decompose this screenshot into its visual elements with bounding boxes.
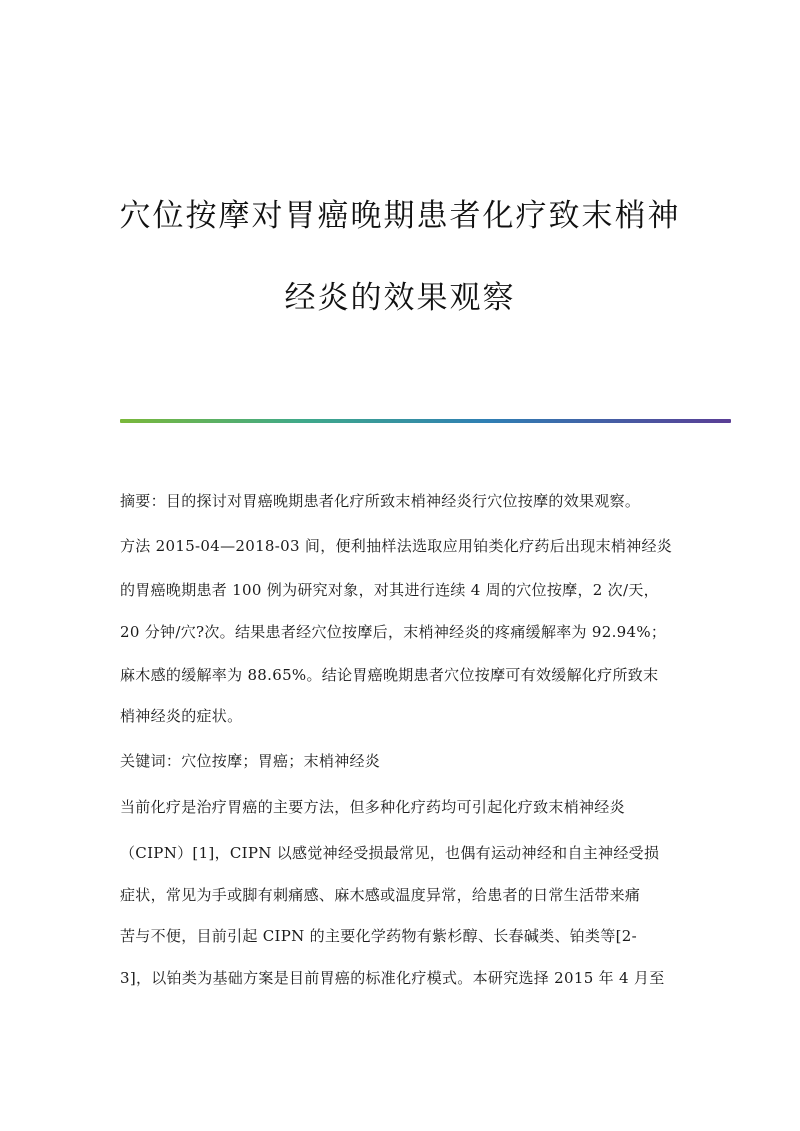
body-line-5: 3]，以铂类为基础方案是目前胃癌的标准化疗模式。本研究选择 2015 年 4 月至 [120,969,665,987]
body-line-1: 当前化疗是治疗胃癌的主要方法，但多种化疗药均可引起化疗致末梢神经炎 [120,798,625,816]
keywords-line: 关键词：穴位按摩；胃癌；末梢神经炎 [120,752,381,770]
abstract-line-5: 麻木感的缓解率为 88.65%。结论胃癌晚期患者穴位按摩可有效缓解化疗所致末 [120,666,659,684]
abstract-line-1: 摘要：目的探讨对胃癌晚期患者化疗所致末梢神经炎行穴位按摩的效果观察。 [120,492,641,510]
abstract-line-3: 的胃癌晚期患者 100 例为研究对象，对其进行连续 4 周的穴位按摩，2 次/天， [120,581,659,599]
body-line-4: 苦与不便，目前引起 CIPN 的主要化学药物有紫杉醇、长春碱类、铂类等[2- [120,927,638,945]
body-line-3: 症状，常见为手或脚有刺痛感、麻木感或温度异常，给患者的日常生活带来痛 [120,886,641,904]
body-line-2: （CIPN）[1]，CIPN 以感觉神经受损最常见，也偶有运动神经和自主神经受损 [120,844,660,862]
title-divider [120,419,731,423]
abstract-line-6: 梢神经炎的症状。 [120,707,243,725]
document-title-line-2: 经炎的效果观察 [284,280,516,316]
document-title-line-1: 穴位按摩对胃癌晚期患者化疗致末梢神 [119,198,681,234]
abstract-line-4: 20 分钟/穴?次。结果患者经穴位按摩后，末梢神经炎的疼痛缓解率为 92.94%； [120,623,667,641]
abstract-line-2: 方法 2015-04—2018-03 间，便利抽样法选取应用铂类化疗药后出现末梢神经炎 [120,537,673,555]
